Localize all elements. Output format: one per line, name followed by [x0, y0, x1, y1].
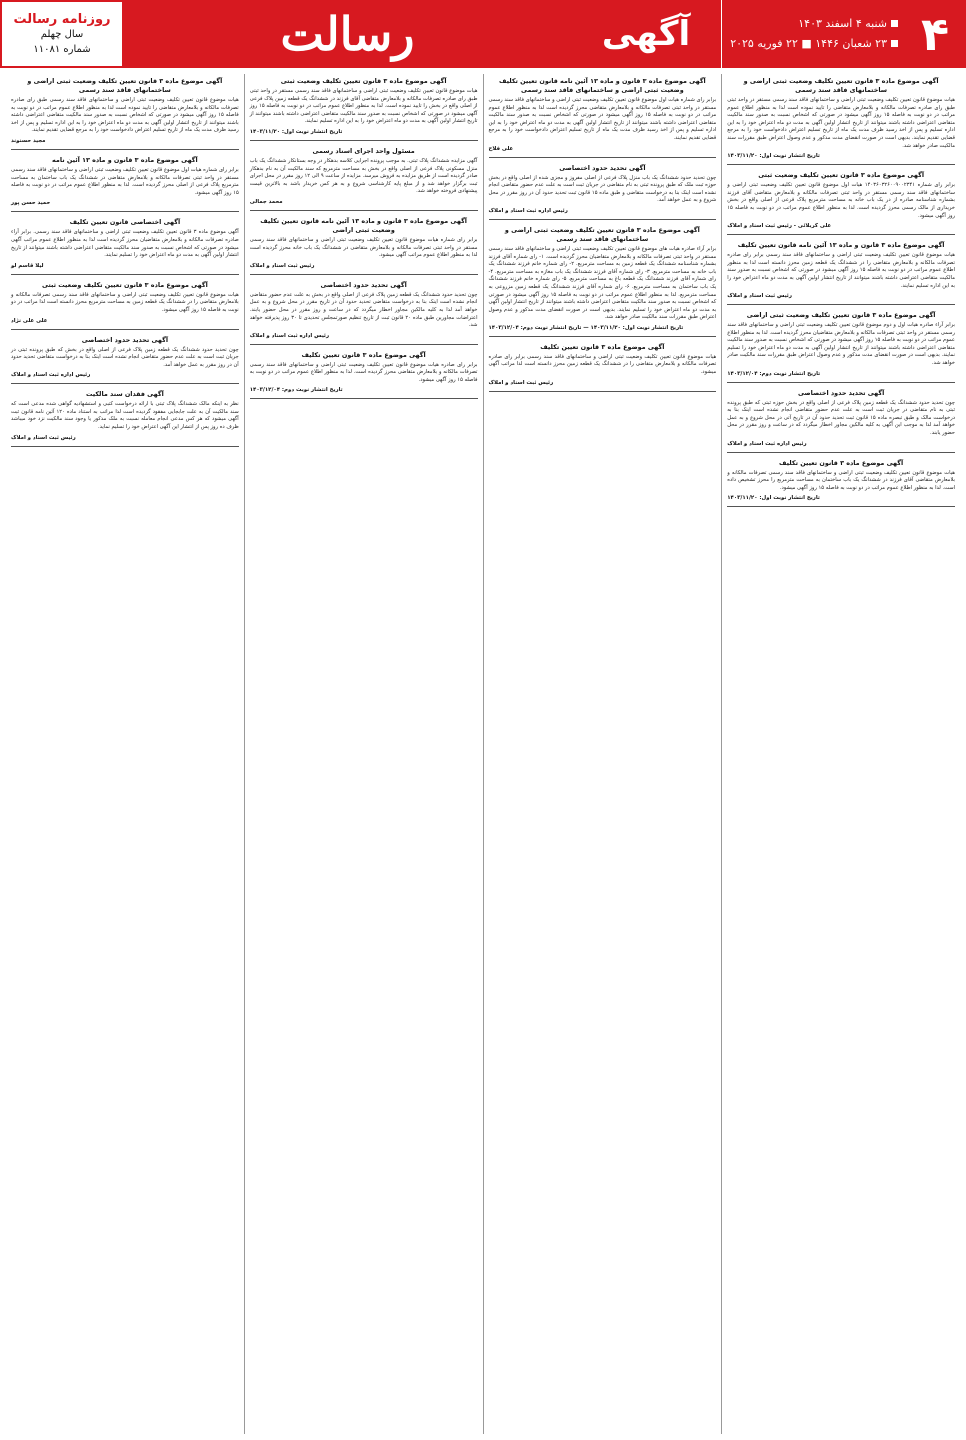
notice-title: آگهی موضوع ماده ۳ قانون تعیین تکلیف وضعیت ثبتی اراضی و ساختمانهای فاقد سند رسمی: [743, 77, 939, 94]
notice-title: آگهی موضوع ماده ۳ قانون و ماده ۱۳ آئین نامه قانون تعیین تکلیف وضعیت ثبتی اراضی: [260, 216, 467, 234]
legal-notice: [489, 340, 717, 392]
ad-column: [483, 74, 722, 1434]
notice-body: هیات موضوع قانون تعیین تکلیف وضعیت ثبتی اراضی و ساختمانهای فاقد سند رسمی برابر رای صادره تصرفات مالکانه و بلامعارض متقاضی را در ششدانگ یک قطعه زمین محرز دانسته است لذا به منظور اطلاع عموم مراتب در دو نوبت به فاصله ۱۵ روز آگهی میشود در صورتی که اشخاص نسبت به صدور سند مالکیت متقاضی اعتراضی داشته باشند میتوانند از تاریخ انتشار اولین آگهی به مدت دو ماه اعتراض خود را به این اداره تسلیم نمایند.: [727, 252, 955, 289]
notice-signature: رئیس ثبت اسناد و املاک: [11, 434, 76, 441]
notice-body: چون تحدید حدود ششدانگ یک قطعه زمین پلاک فرعی از اصلی واقع در بخش به علت عدم حضور متقاضی انجام نشده است اینک بنا به درخواست متقاضی تحدید حدود آن در تاریخ مقرر در محل شروع و به عمل خواهد آمد لذا به کلیه مالکین مجاور اخطار میگردد که در ساعت و روز مقرر در محل حضور یابند. اعتراضات مجاورین طبق ماده ۲۰ قانون ثبت از تاریخ تنظیم صورتمجلس تحدیدی تا ۳۰ روز پذیرفته خواهد شد.: [249, 291, 478, 329]
legal-notice: [727, 308, 955, 383]
notice-body: برابر رای شماره هیات موضوع قانون تعیین تکلیف وضعیت ثبتی اراضی و ساختمانهای فاقد سند رسمی مستقر در واحد ثبتی تصرفات مالکانه و بلامعارض متقاضی در ششدانگ یک باب خانه محرز گردیده است لذا به منظور اطلاع عموم مراتب آگهی میشود.: [249, 236, 478, 259]
legal-notice: [11, 278, 239, 330]
notice-title: آگهی موضوع ماده ۳ قانون تعیین تکلیف: [779, 458, 904, 467]
notice-body: برابر رای صادره هیات موضوع قانون تعیین تکلیف وضعیت ثبتی اراضی و ساختمانهای فاقد سند رسمی تصرفات مالکانه و بلامعارض متقاضی محرز گردیده است. لذا به منظور اطلاع عموم مراتب در دو نوبت به فاصله ۱۵ روز آگهی میشود.: [249, 361, 478, 383]
notice-title: آگهی تحدید حدود اختصاصی: [320, 280, 407, 289]
notice-title: آگهی موضوع ماده ۳ قانون و ماده ۱۳ آئین نامه: [52, 155, 198, 164]
page-number: ۴: [904, 0, 966, 68]
legal-notice: [250, 144, 478, 211]
notice-title: آگهی موضوع ماده ۳ قانون تعیین تکلیف: [540, 342, 665, 351]
notice-signature: محمد جمالی: [249, 198, 283, 205]
ad-column: [721, 74, 960, 1434]
legal-notice: [489, 223, 717, 337]
issue-info-box: [0, 0, 124, 68]
notice-body: چون تحدید حدود ششدانگ یک باب منزل پلاک فرعی از اصلی مفروز و مجزی شده از اصلی واقع در بخش حوزه ثبت ملک که طبق پرونده ثبتی به نام متقاضی در جریان ثبت است به علت عدم حضور متقاضی انجام نشده است اینک بنا به درخواست متقاضی و طبق ماده ۱۵ قانون ثبت تحدید حدود آن در روز مقرر در محل شروع و به عمل خواهد آمد.: [488, 174, 717, 204]
legal-notice: [250, 278, 478, 345]
notice-signature: تاریخ انتشار نوبت دوم: ۱۴۰۳/۱۲/۰۴: [249, 387, 343, 394]
notice-title: مسئول واحد اجرای اسناد رسمی: [312, 146, 415, 155]
notice-title: آگهی موضوع ماده ۳ قانون تعیین تکلیف وضعیت ثبتی اراضی: [746, 311, 936, 320]
notice-body: آگهی مزایده ششدانگ پلاک ثبتی. به موجب پرونده اجرایی کلاسه بدهکار در وجه بستانکار ششدانگ یک باب منزل مسکونی پلاک فرعی از اصلی واقع در بخش به مساحت مترمربع که سند مالکیت آن به نام بدهکار صادر گردیده است از طریق مزایده به فروش میرسد. مزایده از ساعت ۹ الی ۱۲ روز مقرر در محل اجرای ثبت برگزار خواهد شد و از مبلغ پایه کارشناسی شروع و به هر کس خریدار باشد به بالاترین قیمت پیشنهادی فروخته خواهد شد.: [249, 157, 478, 195]
notice-body: برابر رای شماره هیات اول موضوع قانون تعیین تکلیف وضعیت ثبتی اراضی و ساختمانهای فاقد سند رسمی مستقر در واحد ثبتی تصرفات مالکانه و بلامعارض متقاضی محرز گردیده است لذا به منظور اطلاع عموم مراتب در دو نوبت به فاصله ۱۵ روز آگهی میشود در صورتی که اشخاص نسبت به صدور سند مالکیت متقاضی اعتراضی داشته باشند میتوانند از تاریخ انتشار اولین آگهی به مدت دو ماه اعتراض خود را به این اداره تسلیم و پس از اخذ رسید ظرف مدت یک ماه از تاریخ تسلیم اعتراض دادخواست خود را به مرجع قضایی تقدیم نمایند.: [488, 97, 717, 141]
notice-title: آگهی تحدید حدود اختصاصی: [559, 163, 646, 172]
year-label: سال چهلم: [40, 28, 84, 40]
newspaper-logo: رسالت: [124, 0, 571, 68]
notice-title: آگهی موضوع ماده ۳ قانون تعیین تکلیف وضعیت ثبتی: [280, 77, 447, 85]
notice-signature: علی کربلائی - رئیس ثبت اسناد و املاک: [727, 223, 832, 230]
issue-number: شماره ۱۱۰۸۱: [33, 43, 91, 55]
notice-body: هیات موضوع قانون تعیین تکلیف وضعیت ثبتی اراضی و ساختمانهای فاقد سند رسمی تصرفات مالکانه و بلامعارض متقاضی را در ششدانگ یک قطعه زمین به مساحت مترمربع محرز دانسته است لذا مراتب در دو نوبت به فاصله ۱۵ روز آگهی میشود.: [11, 291, 239, 313]
notice-body: هیات موضوع قانون تعیین تکلیف وضعیت ثبتی اراضی و ساختمانهای فاقد سند رسمی مستقر در واحد ثبتی طبق رای صادره تصرفات مالکانه و بلامعارض متقاضی آقای فرزند در ششدانگ یک قطعه زمین پلاک فرعی از اصلی واقع در بخش را تایید نموده است. لذا به منظور اطلاع عموم مراتب در دو نوبت به فاصله ۱۵ روز آگهی میشود در صورتی که اشخاص نسبت به صدور سند مالکیت متقاضی اعتراضی داشته باشند میتوانند از تاریخ انتشار اولین آگهی به مدت دو ماه اعتراض خود را به این اداره تسلیم نمایند.: [249, 88, 478, 125]
notice-title: آگهی موضوع ماده ۳ قانون و ماده ۱۳ آئین نامه قانون تعیین تکلیف وضعیت ثبتی اراضی و ساختمانهای فاقد سند رسمی: [499, 77, 706, 94]
notice-signature: رئیس ثبت اسناد و املاک: [727, 293, 792, 300]
legal-notice: [489, 74, 717, 158]
notice-signature: رئیس اداره ثبت اسناد و املاک: [11, 372, 91, 379]
issue-date: [721, 0, 904, 68]
notice-signature: تاریخ انتشار نوبت اول: ۱۴۰۳/۱۱/۲۰ — تاریخ انتشار نوبت دوم: ۱۴۰۳/۱۲/۰۴: [488, 324, 684, 331]
notice-body: برابر آراء صادره هیات اول و دوم موضوع قانون تعیین تکلیف وضعیت ثبتی اراضی و ساختمانهای فاقد سند رسمی مستقر در واحد ثبتی تصرفات مالکانه و بلامعارض متقاضیان محرز گردیده است. لذا به منظور اطلاع عموم مراتب در دو نوبت به فاصله ۱۵ روز آگهی میشود در صورتی که اشخاص نسبت به صدور سند مالکیت متقاضی اعتراضی داشته باشند میتوانند از تاریخ انتشار اولین آگهی به مدت دو ماه اعتراض خود را تسلیم نمایند. بدیهی است در صورت انقضای مدت مذکور و عدم وصول اعتراض طبق مقررات سند مالکیت صادر خواهد شد.: [727, 322, 955, 367]
date-line-2: ۲۳ شعبان ۱۴۴۶ ■ ۲۲ فوریه ۲۰۲۵: [730, 37, 887, 50]
masthead: [0, 0, 966, 68]
notice-body: چون تحدید حدود ششدانگ یک قطعه زمین پلاک فرعی از اصلی واقع در بخش حوزه ثبتی که طبق پرونده ثبتی به نام متقاضی در جریان ثبت است به علت عدم حضور متقاضی انجام نشده است اینک بنا به درخواست مالک و طبق تبصره ماده ۱۵ قانون ثبت تحدید حدود آن در تاریخ آتی در محل شروع و به عمل خواهد آمد لذا به موجب این آگهی به کلیه مالکین مجاور اخطار میگردد که در ساعت و روز مقرر در محل حضور یابند.: [727, 399, 956, 437]
notice-title: آگهی اختصاصی قانون تعیین تکلیف: [69, 218, 181, 227]
legal-notice: [727, 456, 955, 508]
legal-notice: [11, 74, 239, 150]
notice-body: هیات موضوع قانون تعیین تکلیف وضعیت ثبتی اراضی و ساختمانهای فاقد سند رسمی برابر رای صادره تصرفات مالکانه و بلامعارض متقاضی را در ششدانگ یک قطعه زمین محرز دانسته است لذا مراتب آگهی میشود.: [488, 353, 717, 376]
notice-signature: رئیس ثبت اسناد و املاک: [488, 379, 554, 386]
notice-title: آگهی موضوع ماده ۳ قانون تعیین تکلیف: [301, 350, 426, 359]
notice-title: آگهی موضوع ماده ۳ قانون تعیین تکلیف وضعیت ثبتی: [758, 171, 925, 180]
ads-columns: [6, 74, 960, 1434]
legal-notice: [11, 333, 239, 385]
notice-body: آگهی موضوع ماده ۳ قانون تعیین تکلیف وضعیت ثبتی اراضی و ساختمانهای فاقد سند رسمی. برابر آراء صادره تصرفات مالکانه و بلامعارض متقاضیان محرز گردیده است لذا به منظور اطلاع عموم مراتب آگهی میشود در صورتی که اشخاص نسبت به صدور سند مالکیت متقاضی اعتراضی داشته باشند میتوانند از تاریخ انتشار اولین آگهی به مدت دو ماه اعتراض خود را تسلیم نمایند.: [11, 229, 239, 259]
legal-notice: [489, 161, 717, 220]
legal-notice: [727, 238, 955, 305]
notice-body: برابر رای شماره هیات اول موضوع قانون تعیین تکلیف وضعیت ثبتی اراضی و ساختمانهای فاقد سند رسمی مستقر در واحد ثبتی تصرفات مالکانه و بلامعارض متقاضی در ششدانگ یک باب ساختمان به مساحت مترمربع پلاک فرعی از اصلی محرز گردیده است. لذا به منظور اطلاع عموم مراتب در دو نوبت به فاصله ۱۵ روز آگهی میشود.: [11, 166, 239, 196]
legal-notice: [727, 74, 955, 165]
notice-signature: رئیس اداره ثبت اسناد و املاک: [488, 207, 568, 214]
notice-signature: تاریخ انتشار نوبت دوم: ۱۴۰۳/۱۲/۰۴: [727, 370, 821, 377]
notice-title: آگهی تحدید حدود اختصاصی: [81, 335, 169, 344]
date-line-1: شنبه ۴ اسفند ۱۴۰۳: [798, 17, 887, 30]
notice-signature: تاریخ انتشار نوبت اول: ۱۴۰۳/۱۱/۲۰: [727, 495, 820, 502]
notice-title: آگهی موضوع ماده ۳ قانون تعیین تکلیف وضعیت ثبتی اراضی و ساختمانهای فاقد سند رسمی: [504, 225, 700, 243]
notice-body: هیات موضوع قانون تعیین تکلیف وضعیت ثبتی اراضی و ساختمانهای فاقد سند رسمی طبق رای صادره تصرفات مالکانه و بلامعارض متقاضی را تایید نموده است لذا به منظور اطلاع عموم مراتب در دو نوبت به فاصله ۱۵ روز آگهی میشود در صورتی که اشخاص نسبت به صدور سند مالکیت متقاضی اعتراضی داشته باشند میتوانند از تاریخ انتشار اولین آگهی به مدت دو ماه اعتراض خود را به این اداره تسلیم و پس از اخذ رسید ظرف مدت یک ماه از تاریخ تسلیم اعتراض دادخواست خود را به مرجع قضایی تقدیم نمایند.: [11, 97, 239, 134]
notice-signature: رئیس اداره ثبت اسناد و املاک: [727, 440, 807, 447]
notice-signature: تاریخ انتشار نوبت اول: ۱۴۰۳/۱۱/۲۰: [727, 153, 820, 160]
legal-notice: [250, 74, 478, 141]
legal-notice: [11, 387, 239, 446]
legal-notice: [250, 348, 478, 400]
legal-notice: [250, 214, 478, 275]
notice-body: چون تحدید حدود ششدانگ یک قطعه زمین پلاک فرعی از اصلی واقع در بخش که طبق پرونده ثبتی در جریان ثبت است به علت عدم حضور متقاضی انجام نشده است اینک بنا به درخواست متقاضی تحدید حدود آن در روز مقرر به عمل خواهد آمد.: [11, 346, 239, 368]
notice-signature: علی فلاح: [488, 145, 514, 152]
legal-notice: [11, 215, 239, 274]
notice-body: برابر رای شماره ۱۴۰۳۶۰۳۲۶۰۰۹۰۰۲۳۴۱ هیات اول موضوع قانون تعیین تکلیف وضعیت ثبتی اراضی و ساختمانهای فاقد سند رسمی مستقر در واحد ثبتی تصرفات مالکانه و بلامعارض متقاضی آقای فرزند بشماره شناسنامه صادره از در یک باب خانه به مساحت مترمربع پلاک فرعی از اصلی واقع در بخش خریداری از مالک رسمی محرز گردیده است. لذا به منظور اطلاع عموم مراتب در دو نوبت به فاصله ۱۵ روز آگهی میشود.: [727, 182, 955, 219]
notice-body: هیات موضوع قانون تعیین تکلیف وضعیت ثبتی اراضی و ساختمانهای فاقد سند رسمی مستقر در واحد ثبتی طبق رای صادره تصرفات مالکانه و بلامعارض متقاضی را تایید نموده است لذا به منظور اطلاع عموم مراتب در دو نوبت به فاصله ۱۵ روز آگهی میشود در صورتی که اشخاص نسبت به صدور سند مالکیت متقاضی اعتراضی داشته باشند میتوانند از تاریخ انتشار اولین آگهی به مدت دو ماه اعتراض خود را به این اداره تسلیم و پس از اخذ رسید ظرف مدت یک ماه از تاریخ تسلیم اعتراض دادخواست خود را به مرجع قضایی تقدیم نمایند. بدیهی است در صورت انقضای مدت مذکور و عدم وصول اعتراض طبق مقررات سند مالکیت صادر خواهد شد.: [727, 97, 955, 149]
ad-column: [244, 74, 483, 1434]
legal-notice: [727, 168, 955, 235]
notice-signature: رئیس ثبت اسناد و املاک: [249, 262, 315, 269]
notice-body: برابر آراء صادره هیات های موضوع قانون تعیین تکلیف وضعیت ثبتی اراضی و ساختمانهای فاقد سند رسمی مستقر در واحد ثبتی تصرفات مالکانه و بلامعارض متقاضیان محرز گردیده است. ۱- رای شماره آقای فرزند بشماره شناسنامه ششدانگ یک قطعه زمین به مساحت مترمربع. ۲- رای شماره خانم فرزند ششدانگ یک باب خانه به مساحت مترمربع. ۳- رای شماره آقای فرزند ششدانگ یک باب مغازه به مساحت مترمربع. ۴- رای شماره آقای فرزند ششدانگ یک قطعه باغ به مساحت مترمربع. ۵- رای شماره خانم فرزند ششدانگ یک باب ساختمان به مساحت مترمربع. ۶- رای شماره آقای فرزند ششدانگ یک قطعه زمین مزروعی به مساحت مترمربع. لذا به منظور اطلاع عموم مراتب در دو نوبت به فاصله ۱۵ روز آگهی میشود در صورتی که اشخاص نسبت به صدور سند مالکیت متقاضی اعتراضی داشته باشند میتوانند از تاریخ انتشار اولین آگهی به مدت دو ماه اعتراض خود را تسلیم نمایند. بدیهی است در صورت انقضای مدت مذکور و عدم وصول اعتراض طبق مقررات سند مالکیت صادر خواهد شد.: [488, 245, 717, 321]
notice-signature: لیلا قاسم لو: [11, 262, 44, 269]
notice-body: هیات موضوع قانون تعیین تکلیف وضعیت ثبتی اراضی و ساختمانهای فاقد سند رسمی تصرفات مالکانه و بلامعارض متقاضی آقای فرزند در ششدانگ یک باب ساختمان به مساحت مترمربع را محرز تشخیص داده است. لذا به منظور اطلاع عموم مراتب در دو نوبت به فاصله ۱۵ روز آگهی میشود.: [727, 469, 955, 491]
notice-title: آگهی موضوع ماده ۳ قانون تعیین تکلیف وضعیت ثبتی: [41, 280, 208, 289]
side-logo: روزنامه رسالت: [13, 11, 111, 27]
notice-title: آگهی موضوع ماده ۳ قانون تعیین تکلیف وضعیت ثبتی اراضی و ساختمانهای فاقد سند رسمی: [27, 77, 223, 94]
notice-body: نظر به اینکه مالک ششدانگ پلاک ثبتی با ارائه درخواست کتبی و استشهادیه گواهی شده مدعی است که سند مالکیت آن به علت جابجایی مفقود گردیده است لذا مراتب به استناد ماده ۱۲۰ آئین نامه قانون ثبت آگهی میشود که هر کس مدعی انجام معامله نسبت به ملک مذکور یا وجود سند مالکیت نزد خود میباشد ظرف ده روز پس از انتشار این آگهی اعتراض خود را تسلیم نماید.: [11, 401, 239, 431]
notice-title: آگهی فقدان سند مالکیت: [85, 390, 164, 399]
notice-signature: تاریخ انتشار نوبت اول: ۱۴۰۳/۱۱/۲۰: [249, 128, 343, 135]
notice-title: آگهی موضوع ماده ۳ قانون و ماده ۱۳ آئین نامه قانون تعیین تکلیف: [737, 241, 945, 250]
ad-column: [6, 74, 244, 1434]
notice-signature: مجید حسنوند: [11, 137, 46, 144]
notice-signature: حمید حسن پور: [11, 200, 51, 207]
legal-notice: [11, 153, 239, 212]
legal-notice: [727, 386, 955, 453]
notice-signature: رئیس اداره ثبت اسناد و املاک: [249, 332, 330, 339]
notice-signature: علی علی نژاد: [11, 317, 48, 324]
notice-title: آگهی تحدید حدود اختصاصی: [797, 388, 885, 397]
section-title: آگهی: [571, 0, 721, 68]
